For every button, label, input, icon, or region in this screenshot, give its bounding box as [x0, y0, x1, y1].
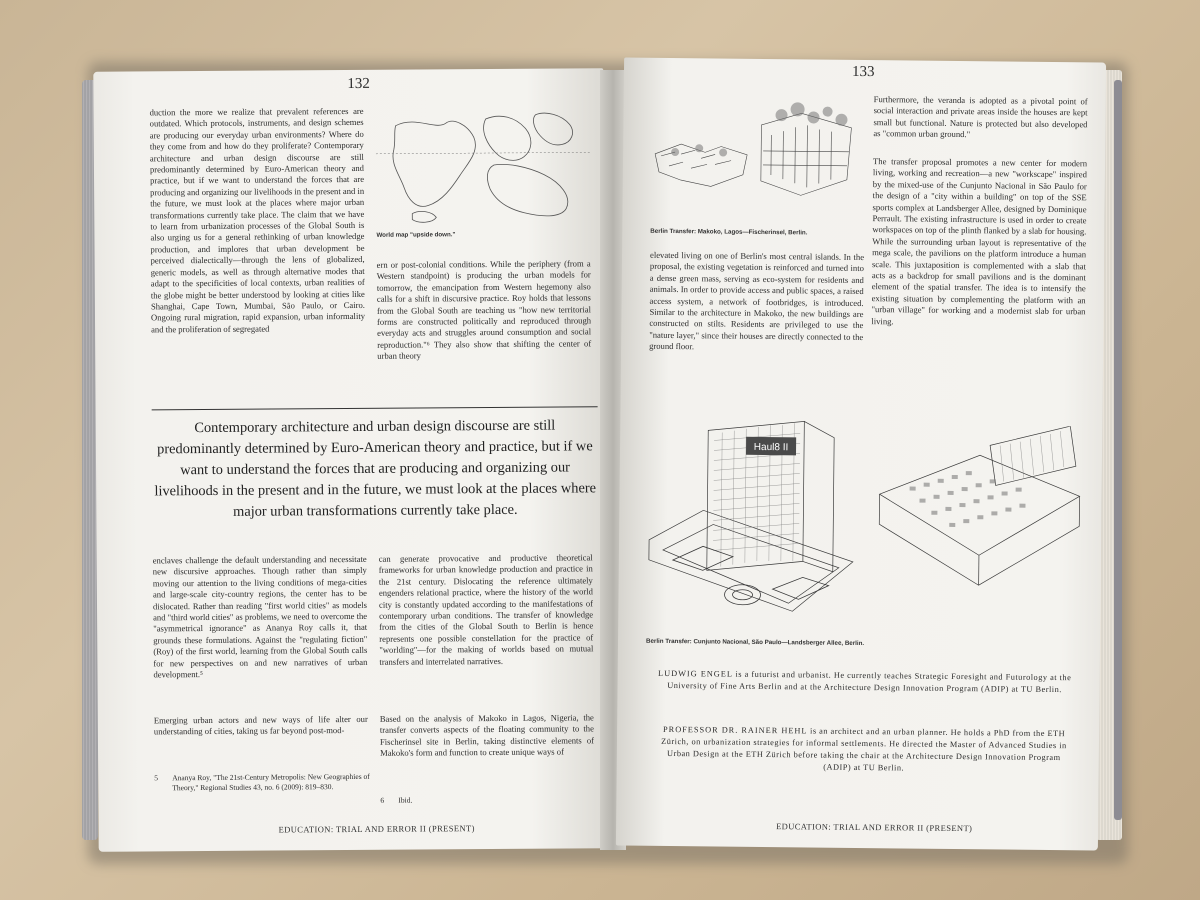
makoko-fischerinsel-figure — [651, 94, 866, 216]
bio2-name: PROFESSOR DR. RAINER HEHL — [663, 724, 808, 736]
page-number: 132 — [347, 75, 370, 93]
pull-quote: Contemporary architecture and urban design discourse are still predominantly determined by Euro-American theory and practice, but if we want to understand the forces that are producing and organizing our livelihoods in the present and in the future, we must look at the places where major urban transformations currently take place. — [152, 406, 599, 523]
right-col2-mid-text: The transfer proposal promotes a new center for modern living, working and recreation—a new "workscape" inspired by the mixed-use of the Cunjunto Nacional in São Paulo for the design of a "city within a building" on top of the SSE sports complex at Landsberger Allee, designed by Dominique Perrault. The existing infrastructure is used in order to create workspaces on top of the plinth flanked by a slab for housing. While the surrounding urban layout is representative of the mega scale, the pavilions on the platform introduce a human scale. This juxtaposition is complemented with a slab that acts as a backdrop for small pavilions and is the dominant element of the spatial transfer. The idea is to intensify the existing situation by complementing the platform with an "urban village" for working and a modernist slab for urban living. — [871, 156, 1088, 327]
bio1-name: LUDWIG ENGEL — [658, 668, 734, 679]
bio-rainer-hehl — [655, 724, 1073, 776]
world-map-figure — [376, 104, 591, 225]
building-sign: Haul8 II — [753, 441, 789, 454]
footnote-6-number: 6 — [380, 795, 385, 805]
figure2-caption: Berlin Transfer: Cunjunto Nacional, São Paulo—Landsberger Allee, Berlin. — [645, 637, 865, 648]
bio-ludwig-engel — [655, 668, 1073, 696]
left-page-footer: EDUCATION: TRIAL AND ERROR II (PRESENT) — [278, 823, 475, 835]
left-col2-bottom-p1: can generate provocative and productive theoretical frameworks for urban knowledge production and practice in the 21st century. Dislocating the reference ultimately engenders relational practice, where the history of the world city is constantly updated according to the manifestations of contemporary urban conditions. The transfer of knowledge from the cities of the Global South to Berlin is hence represents one possible constellation for the practice of "worlding"—for the making of worlds based on mutual transfers and interrelated narratives. — [378, 552, 594, 667]
right-page — [616, 57, 1106, 850]
bio1-text: is a futurist and urbanist. He currently teaches Strategic Foresight and Futurology at the University of Fine Arts Berlin and at the Architecture Design Innovation Program (ADIP) at TU Berlin. — [667, 669, 1072, 695]
right-col2-top-text: Furthermore, the veranda is adopted as a pivotal point of social interaction and private areas inside the houses are kept small but functional. Nature is protected but also developed as "common urban ground." — [873, 94, 1088, 140]
footnote-5 — [154, 772, 384, 814]
footnote-5-number: 5 — [154, 773, 158, 783]
page-number: 133 — [851, 63, 875, 81]
bio2-text: is an architect and an urban planner. He holds a PhD from the ETH Zürich, on urbanization strategies for informal settlements. He directed the Master of Advanced Studies in Urban Design at the ETH Zürich before taking the chair at the Architecture Design Innovation Program (ADIP) at TU Berlin. — [661, 726, 1067, 773]
figure1-caption: Berlin Transfer: Makoko, Lagos—Fischerinsel, Berlin. — [650, 227, 808, 237]
footnote-6 — [380, 795, 500, 810]
left-col2-bottom-p2: Based on the analysis of Makoko in Lagos, Nigeria, the transfer converts aspects of the floating community to the Fischerinsel site in Berlin, taking distinctive elements of Makoko's form and function to create unique ways of — [379, 712, 594, 759]
footnote-5-text: Ananya Roy, "The 21st-Century Metropolis: New Geographies of Theory," Regional Studies 43, no. 6 (2009): 819–830. — [172, 771, 370, 793]
right-col1-text: elevated living on one of Berlin's most central islands. In the proposal, the existing vegetation is reinforced and turned into a dense green mass, serving as eco-system for residents and animals. In order to provide access and public spaces, a raised access system, a network of footbridges, is introduced. Similar to the architecture in Makoko, the new buildings are constructed on stilts. Residents are privileged to use the "nature layer," since their houses are directly connected to the ground floor. — [649, 249, 865, 352]
footnote-6-text: Ibid. — [398, 795, 413, 805]
landsberger-allee-axonometric-figure — [868, 424, 1084, 626]
right-page-footer: EDUCATION: TRIAL AND ERROR II (PRESENT) — [776, 821, 973, 834]
world-map-caption: World map "upside down." — [376, 231, 456, 239]
left-col2-top-text: ern or post-colonial conditions. While the periphery (from a Western standpoint) is producing the urban models for tomorrow, the emancipation from Western hegemony also calls for a shift in discursive practice. Roy holds that lessons from the Global South are teaching us "how new territorial forms are constructed politically and reproduced through everyday acts and struggles around consumption and social reproduction."⁶ They also show that shifting the center of urban theory — [376, 258, 592, 362]
left-col1-bottom-p1: enclaves challenge the default understanding and necessitate new discursive approaches. Though rather than simply moving our attention to the living conditions of mega-cities and large-scale city-country regions, the center has to be dislocated. Rather than reading "first world cities" as models and "third world cities" as problems, we need to overcome the "asymmetrical ignorance" as Ananya Roy calls it, that grounds these formulations. Against the "regulating fiction" (Roy) of the first world, learning from the Global South calls for new perspectives on and new narratives of urban development.⁵ — [152, 553, 368, 680]
left-col1-top-text: duction the more we realize that prevalent references are outdated. Which protocols, instruments, and design schemes are producing our everyday urban environments? Where do they come from and how do they proliferate? Contemporary architecture and urban design discourse are still predominantly determined by Euro-American theory and practice, but if we want to understand the forces that are producing and organizing our livelihoods in the present and in the future, we must look at the places where major urban transformations currently take place. The claim that we have to learn from urbanization processes of the Global South is also urging us for a general rethinking of urban knowledge production, and implores that urban development be perceived dialectically—through the lens of globalized, generic models, as well as through alternative modes that adapt to the specificities of local contexts, urban realities of the globe might be better understood by looking at cities like Shanghai, Cape Town, Mumbai, São Paulo, or Cairo. Ongoing rural migration, rapid expansion, urban informality and the proliferation of segregated — [149, 105, 366, 335]
conjunto-nacional-axonometric-figure — [642, 410, 860, 634]
left-col1-bottom-p2: Emerging urban actors and new ways of life alter our understanding of cities, taking us far beyond post-mod- — [153, 713, 368, 737]
left-page — [93, 68, 608, 852]
book-cover-edge-right — [1114, 80, 1122, 820]
